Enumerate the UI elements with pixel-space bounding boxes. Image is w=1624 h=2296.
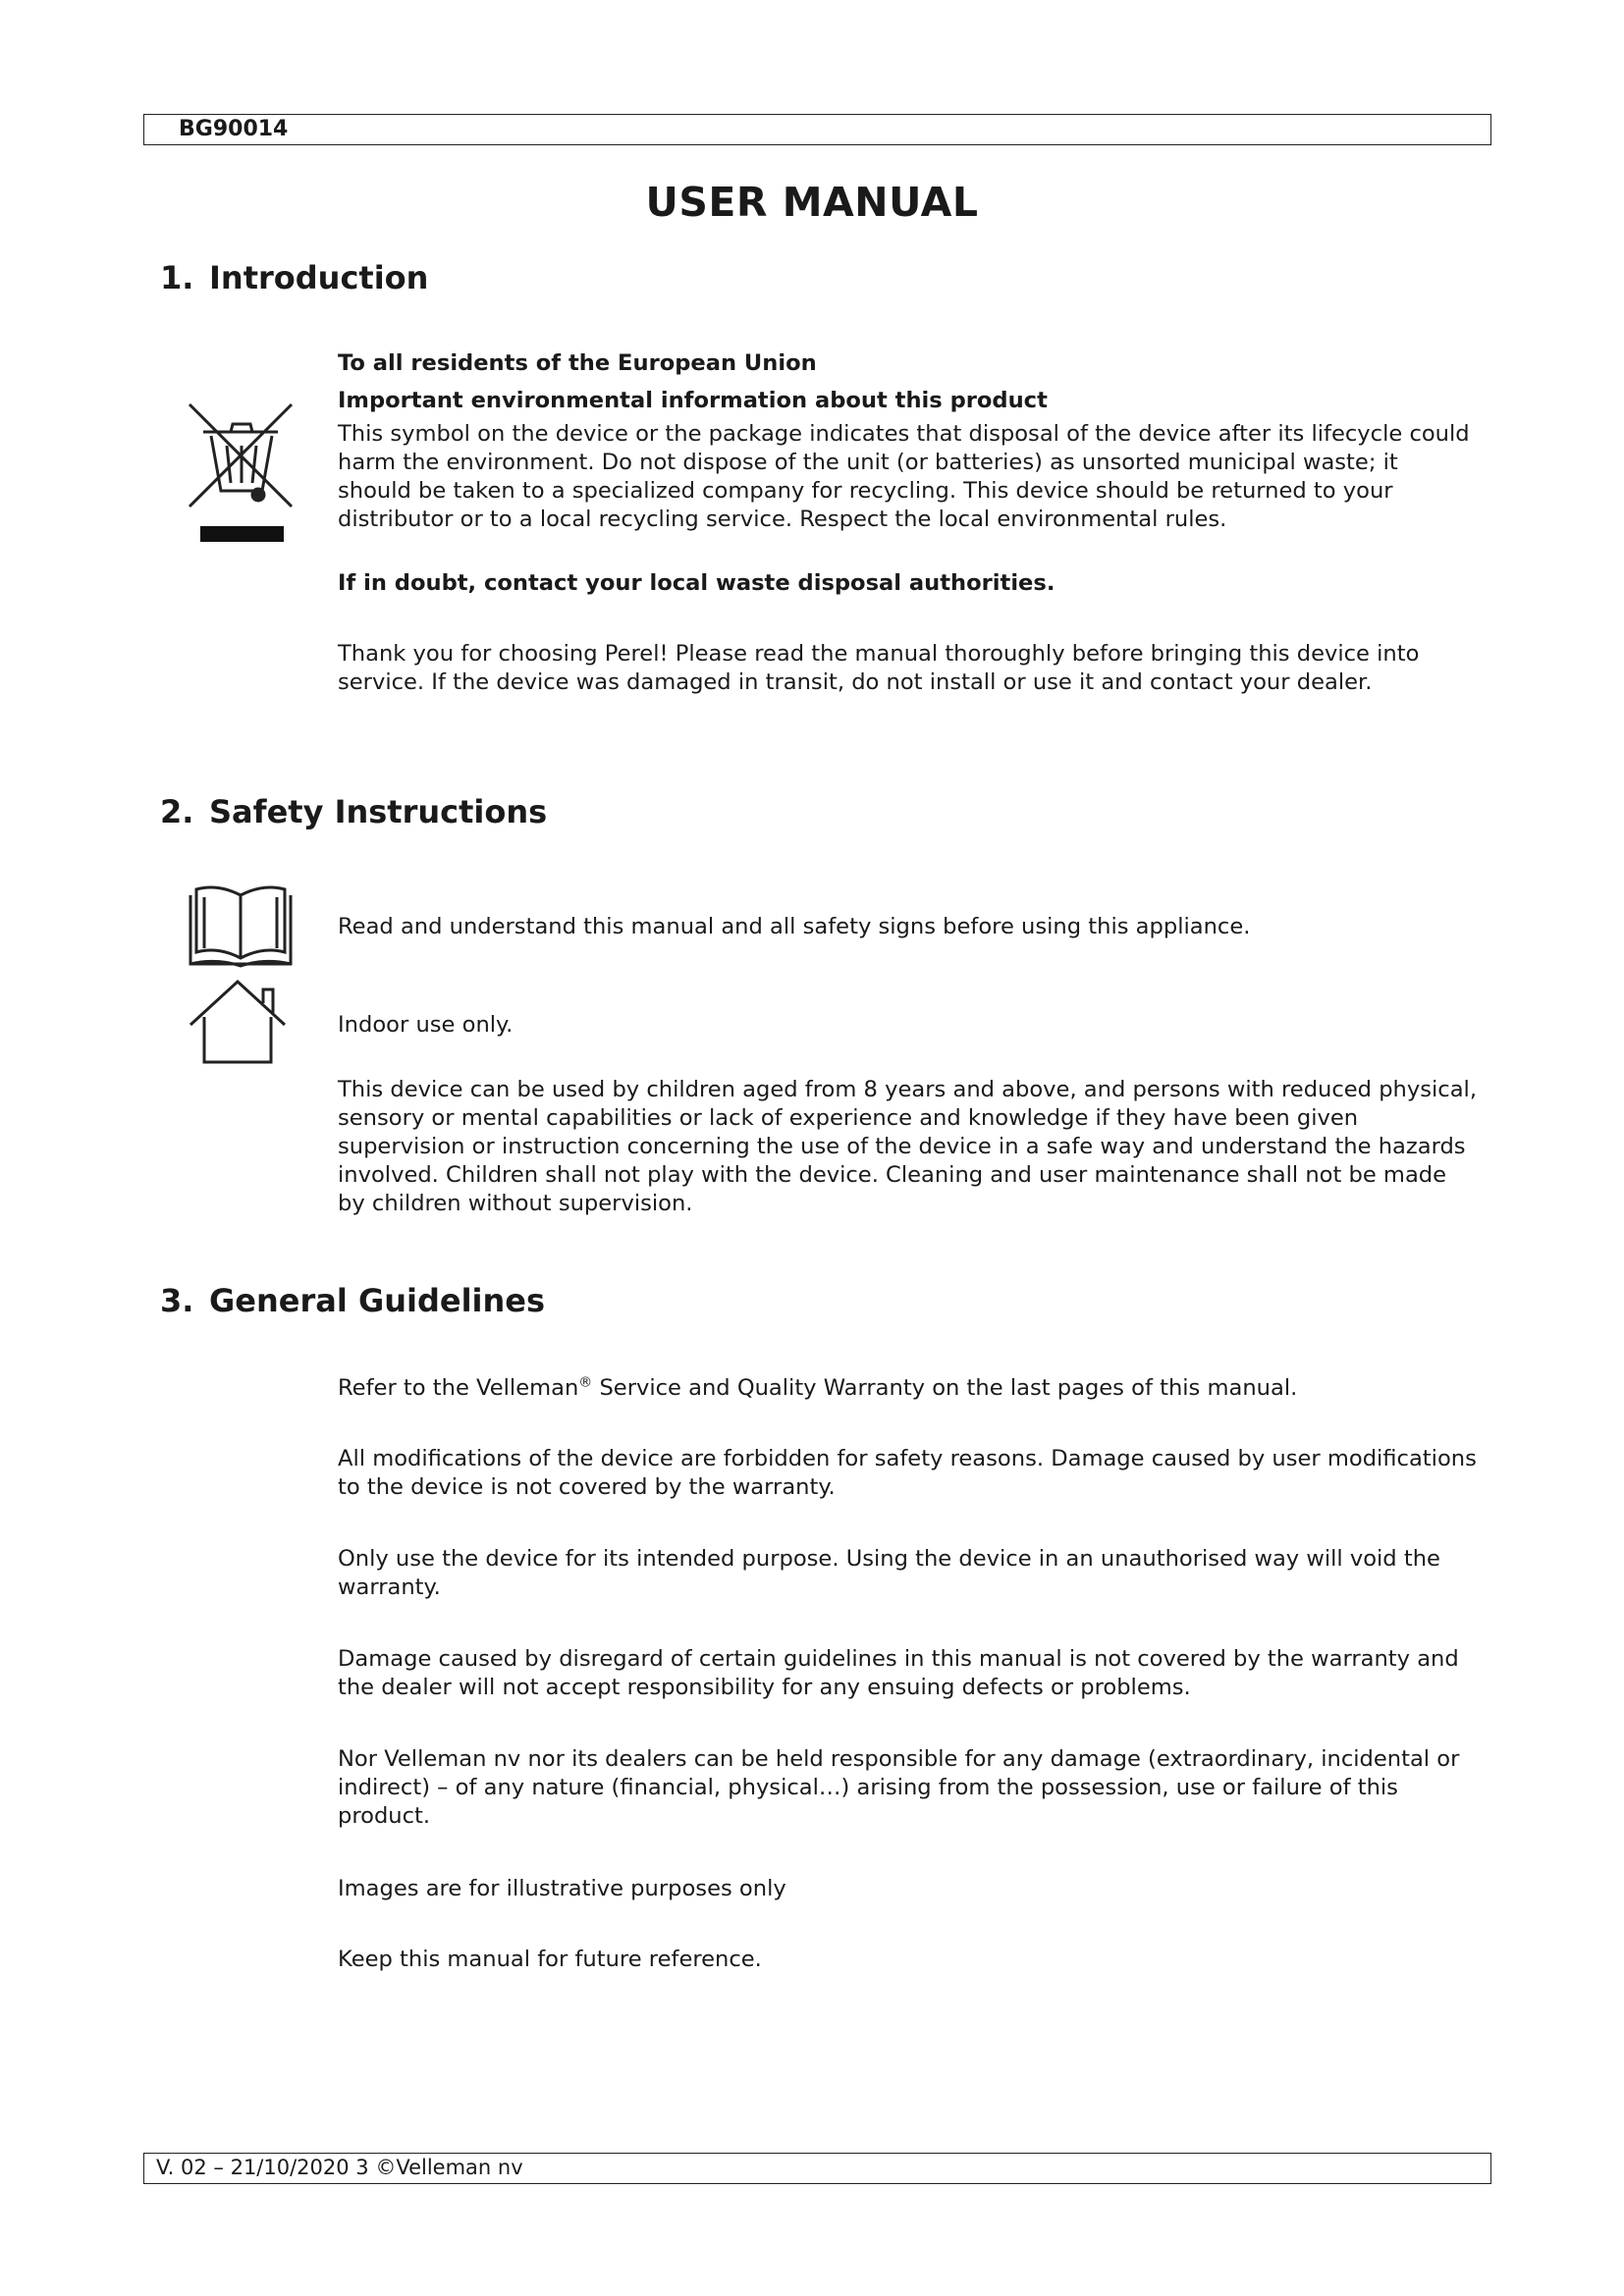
model-number: BG90014 bbox=[179, 117, 289, 141]
page-title: USER MANUAL bbox=[645, 179, 979, 226]
indoor-house-icon bbox=[187, 978, 295, 1068]
section-heading-introduction bbox=[160, 259, 428, 296]
weee-bin-icon bbox=[182, 393, 299, 550]
images-illustrative-text: Images are for illustrative purposes only bbox=[338, 1876, 786, 1901]
environmental-info-heading: Important environmental information about this product bbox=[338, 388, 1048, 413]
section-heading-safety bbox=[160, 793, 547, 830]
section-title: Safety Instructions bbox=[209, 793, 548, 830]
warranty-text-start: Refer to the Velleman bbox=[338, 1375, 579, 1401]
section-title: General Guidelines bbox=[209, 1282, 546, 1319]
warranty-text-end: Service and Quality Warranty on the last pages of this manual. bbox=[592, 1375, 1298, 1401]
section-number: 1. bbox=[160, 259, 194, 296]
header-model-box bbox=[143, 114, 1491, 145]
children-safety-text: This device can be used by children aged from 8 years and above, and persons with reduced physical, sensory or mental capabilities or lack of experience and knowledge if they have been given supervision or instruction concerning the use of the device in a safe way and understand the hazards involved. Children shall not play with the device. Cleaning and user maintenance shall not be made by children without supervision. bbox=[338, 1077, 1478, 1216]
warranty-reference-text bbox=[338, 1374, 1477, 1403]
section-number: 2. bbox=[160, 793, 194, 830]
registered-mark: ® bbox=[578, 1374, 593, 1391]
doubt-contact-text: If in doubt, contact your local waste disposal authorities. bbox=[338, 570, 1056, 596]
footer-text: V. 02 – 21/10/2020 3 ©Velleman nv bbox=[156, 2156, 523, 2179]
liability-text: Nor Velleman nv nor its dealers can be held responsible for any damage (extraordinary, incidental or indirect) – of any nature (financial, physical…) arising from the possession, use or failure of this product. bbox=[338, 1746, 1460, 1829]
disregard-damage-text: Damage caused by disregard of certain guidelines in this manual is not covered by the warranty and the dealer will not accept responsibility for any ensuing defects or problems. bbox=[338, 1646, 1459, 1700]
keep-manual-text: Keep this manual for future reference. bbox=[338, 1947, 762, 1972]
environmental-info-text: This symbol on the device or the package indicates that disposal of the device after its lifecycle could harm the environment. Do not dispose of the unit (or batteries) as unsorted municipal waste; it should be taken to a specialized company for recycling. This device should be returned to your distributor or to a local recycling service. Respect the local environmental rules. bbox=[338, 421, 1470, 532]
thank-you-text: Thank you for choosing Perel! Please read the manual thoroughly before bringing this device into service. If the device was damaged in transit, do not install or use it and contact your dealer. bbox=[338, 641, 1420, 695]
manual-book-icon bbox=[187, 880, 295, 970]
footer-version-box bbox=[143, 2153, 1491, 2184]
modifications-text: All modifications of the device are forbidden for safety reasons. Damage caused by user modifications to the device is not covered by the warranty. bbox=[338, 1446, 1477, 1500]
eu-residents-heading: To all residents of the European Union bbox=[338, 350, 817, 376]
section-heading-guidelines bbox=[160, 1282, 545, 1319]
section-number: 3. bbox=[160, 1282, 194, 1319]
read-manual-text: Read and understand this manual and all safety signs before using this appliance. bbox=[338, 914, 1251, 939]
section-title: Introduction bbox=[209, 259, 429, 296]
indoor-use-text: Indoor use only. bbox=[338, 1012, 514, 1038]
intended-purpose-text: Only use the device for its intended purpose. Using the device in an unauthorised way will void the warranty. bbox=[338, 1546, 1440, 1600]
